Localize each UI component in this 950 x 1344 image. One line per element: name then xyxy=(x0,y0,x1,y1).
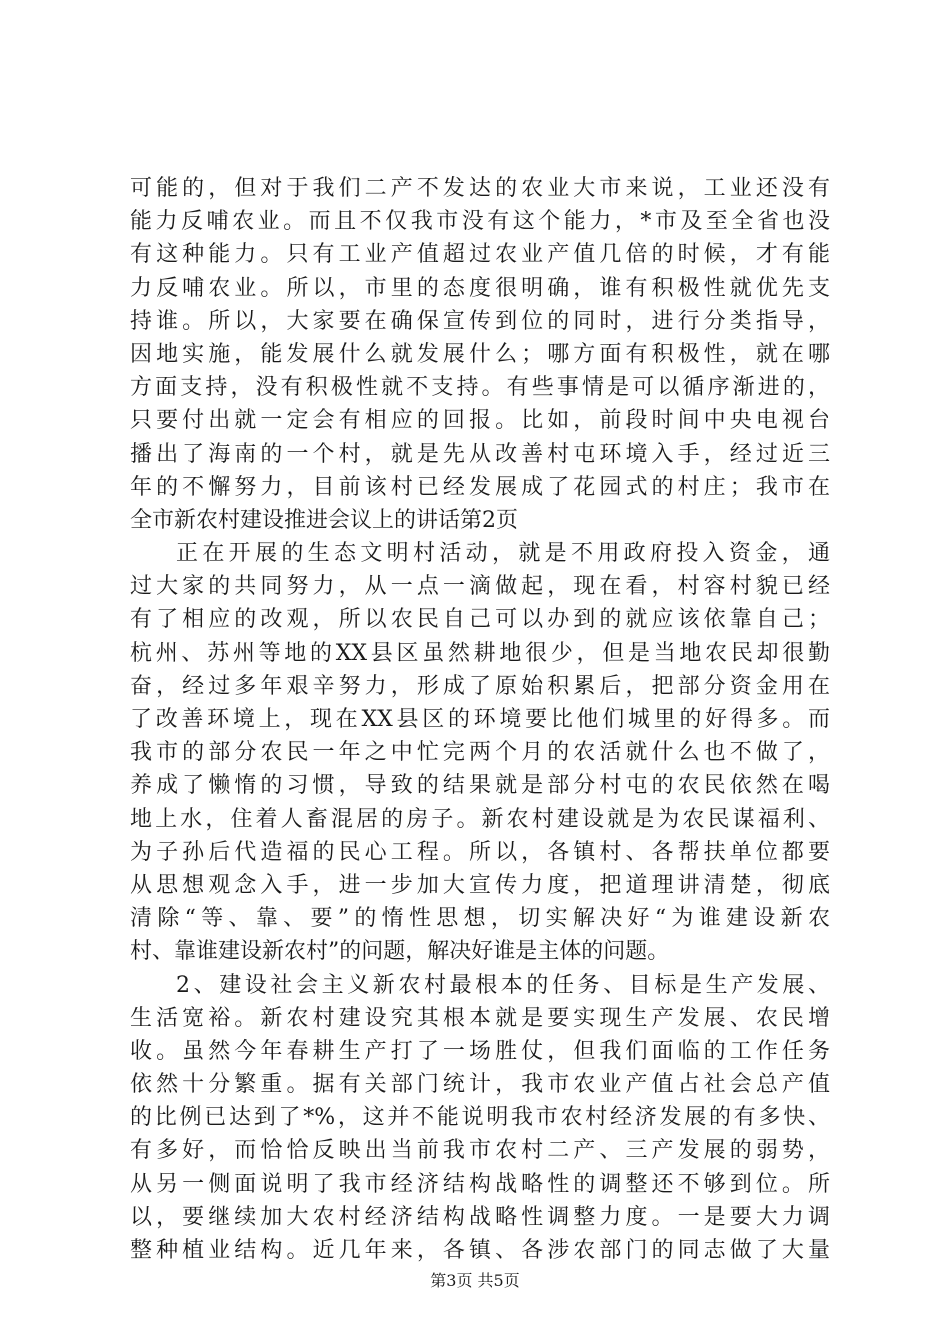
text-line: 以，要继续加大农村经济结构战略性调整力度。一是要大力调 xyxy=(130,1204,830,1230)
text-line: 有多好，而恰恰反映出当前我市农村二产、三产发展的弱势， xyxy=(130,1138,830,1164)
text-line: 全市新农村建设推进会议上的讲话第2页 xyxy=(130,507,518,533)
paragraph-start-line: 正在开展的生态文明村活动，就是不用政府投入资金，通 xyxy=(176,541,830,567)
text-line: 持谁。所以，大家要在确保宣传到位的同时，进行分类指导， xyxy=(130,308,830,334)
text-line: 为子孙后代造福的民心工程。所以，各镇村、各帮扶单位都要 xyxy=(130,839,830,865)
text-line: 年的不懈努力，目前该村已经发展成了花园式的村庄；我市在 xyxy=(130,474,830,500)
text-line: 有了相应的改观，所以农民自己可以办到的就应该依靠自己； xyxy=(130,607,830,633)
text-line: 力反哺农业。所以，市里的态度很明确，谁有积极性就优先支 xyxy=(130,275,830,301)
text-line: 的比例已达到了*%，这并不能说明我市农村经济发展的有多快、 xyxy=(130,1105,830,1131)
text-line: 了改善环境上，现在XX县区的环境要比他们城里的好得多。而 xyxy=(130,707,830,732)
text-line: 杭州、苏州等地的XX县区虽然耕地很少，但是当地农民却很勤 xyxy=(130,640,830,666)
text-line: 奋，经过多年艰辛努力，形成了原始积累后，把部分资金用在 xyxy=(130,673,830,699)
text-line: 地上水，住着人畜混居的房子。新农村建设就是为农民谋福利、 xyxy=(130,806,830,832)
text-line: 整种植业结构。近几年来，各镇、各涉农部门的同志做了大量 xyxy=(130,1238,830,1263)
text-line: 依然十分繁重。据有关部门统计，我市农业产值占社会总产值 xyxy=(130,1072,830,1098)
text-line: 村、靠谁建设新农村”的问题，解决好谁是主体的问题。 xyxy=(130,939,670,965)
text-line: 从另一侧面说明了我市经济结构战略性的调整还不够到位。所 xyxy=(130,1171,830,1197)
text-line: 收。虽然今年春耕生产打了一场胜仗，但我们面临的工作任务 xyxy=(130,1038,830,1064)
page-number: 第3页 共5页 xyxy=(430,1271,520,1290)
text-line: 过大家的共同努力，从一点一滴做起，现在看，村容村貌已经 xyxy=(130,574,830,600)
text-line: 有这种能力。只有工业产值超过农业产值几倍的时候，才有能 xyxy=(130,242,830,268)
text-line: 方面支持，没有积极性就不支持。有些事情是可以循序渐进的， xyxy=(130,375,830,401)
text-line: 可能的，但对于我们二产不发达的农业大市来说，工业还没有 xyxy=(130,176,830,201)
text-line: 能力反哺农业。而且不仅我市没有这个能力，*市及至全省也没 xyxy=(130,209,830,235)
text-line: 从思想观念入手，进一步加大宣传力度，把道理讲清楚，彻底 xyxy=(130,872,830,898)
text-line: 播出了海南的一个村，就是先从改善村屯环境入手，经过近三 xyxy=(130,441,830,467)
body-text xyxy=(130,172,830,1267)
text-line: 清除“等、靠、要”的惰性思想，切实解决好“为谁建设新农 xyxy=(130,906,830,932)
text-line: 养成了懒惰的习惯，导致的结果就是部分村屯的农民依然在喝 xyxy=(130,773,830,799)
page-footer xyxy=(0,1271,950,1291)
paragraph-start-line: 2、建设社会主义新农村最根本的任务、目标是生产发展、 xyxy=(176,972,830,998)
text-line: 生活宽裕。新农村建设究其根本就是要实现生产发展、农民增 xyxy=(130,1005,830,1031)
text-line: 只要付出就一定会有相应的回报。比如，前段时间中央电视台 xyxy=(130,408,830,434)
text-line: 我市的部分农民一年之中忙完两个月的农活就什么也不做了， xyxy=(130,740,830,766)
text-line: 因地实施，能发展什么就发展什么；哪方面有积极性，就在哪 xyxy=(130,341,830,367)
